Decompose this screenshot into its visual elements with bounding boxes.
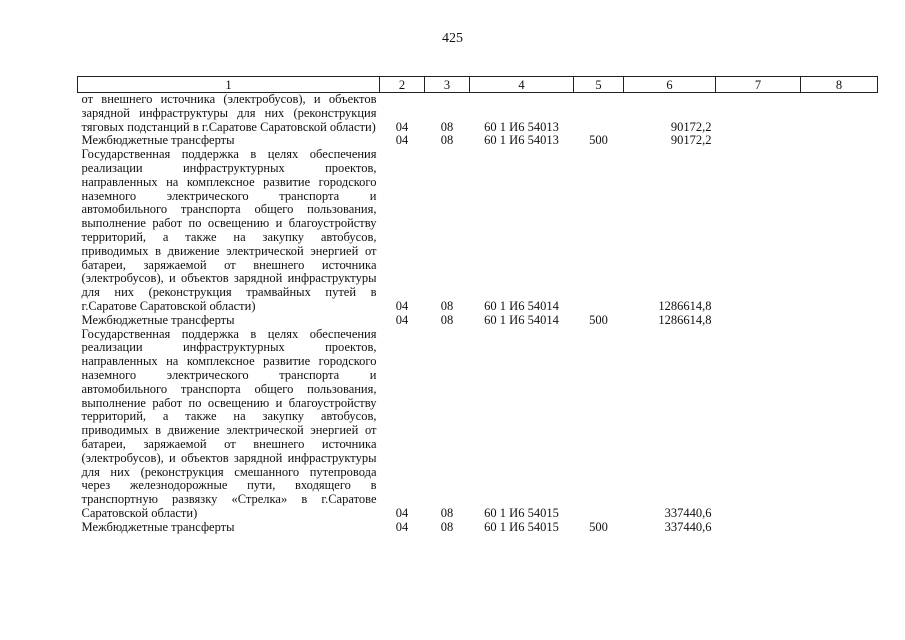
row-description: Межбюджетные трансферты bbox=[81, 519, 235, 534]
row-amount: 90172,2 bbox=[670, 133, 712, 148]
row-expense-type: 500 bbox=[589, 312, 608, 327]
budget-table bbox=[77, 76, 878, 535]
table-row bbox=[78, 134, 878, 148]
header-col-6: 6 bbox=[624, 77, 716, 93]
row-target-code: 60 1 И6 54013 bbox=[484, 133, 559, 148]
header-col-5: 5 bbox=[574, 77, 624, 93]
row-section: 04 bbox=[395, 133, 409, 148]
row-col7 bbox=[716, 93, 801, 135]
table-row bbox=[78, 314, 878, 328]
row-col8 bbox=[801, 148, 878, 314]
table-row bbox=[78, 521, 878, 535]
row-expense-type: 500 bbox=[589, 133, 608, 148]
row-amount: 337440,6 bbox=[664, 519, 712, 534]
row-section: 04 bbox=[395, 312, 409, 327]
row-subsection: 08 bbox=[440, 312, 454, 327]
header-col-2: 2 bbox=[380, 77, 425, 93]
row-target-code: 60 1 И6 54015 bbox=[484, 519, 559, 534]
page-number: 425 bbox=[442, 31, 463, 46]
header-col-4: 4 bbox=[470, 77, 574, 93]
row-target-code: 60 1 И6 54015 bbox=[484, 505, 559, 520]
row-col7 bbox=[716, 521, 801, 535]
row-expense-type bbox=[574, 93, 624, 135]
table-row bbox=[78, 328, 878, 521]
row-expense-type: 500 bbox=[589, 519, 608, 534]
row-col8 bbox=[801, 134, 878, 148]
row-description: Государственная поддержка в целях обеспечения реализации инфраструктурных проектов, направленных на комплексное развитие городского наземного электрического транспорта и автомобильного транспорта общего пользования, выполнение работ по освещению и благоустройству территорий, а также на закупку автобусов, приводимых в движение электрической энергией от батареи, заряжаемой от внешнего источника (электробусов), и объектов зарядной инфраструктуры для них (реконструкция смешанного путепровода через железнодорожные пути, входящего в транспортную развязку «Стрелка» в г.Саратове Саратовской области) bbox=[81, 326, 377, 520]
row-section: 04 bbox=[395, 505, 409, 520]
row-description: Межбюджетные трансферты bbox=[81, 133, 235, 148]
row-col8 bbox=[801, 93, 878, 135]
row-target-code: 60 1 И6 54013 bbox=[484, 119, 559, 134]
table-row bbox=[78, 93, 878, 135]
header-row bbox=[78, 77, 878, 93]
row-section: 04 bbox=[395, 119, 409, 134]
row-amount: 90172,2 bbox=[670, 119, 712, 134]
header-col-1: 1 bbox=[78, 77, 380, 93]
row-col7 bbox=[716, 328, 801, 521]
row-description: Межбюджетные трансферты bbox=[81, 312, 235, 327]
row-target-code: 60 1 И6 54014 bbox=[484, 312, 559, 327]
row-subsection: 08 bbox=[440, 505, 454, 520]
row-col7 bbox=[716, 148, 801, 314]
row-subsection: 08 bbox=[440, 298, 454, 313]
table-row bbox=[78, 148, 878, 314]
row-amount: 337440,6 bbox=[664, 505, 712, 520]
row-col8 bbox=[801, 314, 878, 328]
row-amount: 1286614,8 bbox=[658, 298, 712, 313]
row-description: от внешнего источника (электробусов), и объектов зарядной инфраструктуры для них (реконструкция тяговых подстанций в г.Саратове Саратовской области) bbox=[81, 92, 377, 134]
row-target-code: 60 1 И6 54014 bbox=[484, 298, 559, 313]
row-col8 bbox=[801, 521, 878, 535]
row-col7 bbox=[716, 314, 801, 328]
row-section: 04 bbox=[395, 519, 409, 534]
header-col-8: 8 bbox=[801, 77, 878, 93]
row-expense-type bbox=[574, 148, 624, 314]
row-description: Государственная поддержка в целях обеспечения реализации инфраструктурных проектов, направленных на комплексное развитие городского наземного электрического транспорта и автомобильного транспорта общего пользования, выполнение работ по освещению и благоустройству территорий, а также на закупку автобусов, приводимых в движение электрической энергией от батареи, заряжаемой от внешнего источника (электробусов), и объектов зарядной инфраструктуры для них (реконструкция трамвайных путей в г.Саратове Саратовской области) bbox=[81, 147, 377, 313]
row-col8 bbox=[801, 328, 878, 521]
header-col-7: 7 bbox=[716, 77, 801, 93]
row-section: 04 bbox=[395, 298, 409, 313]
header-col-3: 3 bbox=[425, 77, 470, 93]
row-amount: 1286614,8 bbox=[658, 312, 712, 327]
row-subsection: 08 bbox=[440, 119, 454, 134]
row-col7 bbox=[716, 134, 801, 148]
row-expense-type bbox=[574, 328, 624, 521]
row-subsection: 08 bbox=[440, 519, 454, 534]
row-subsection: 08 bbox=[440, 133, 454, 148]
